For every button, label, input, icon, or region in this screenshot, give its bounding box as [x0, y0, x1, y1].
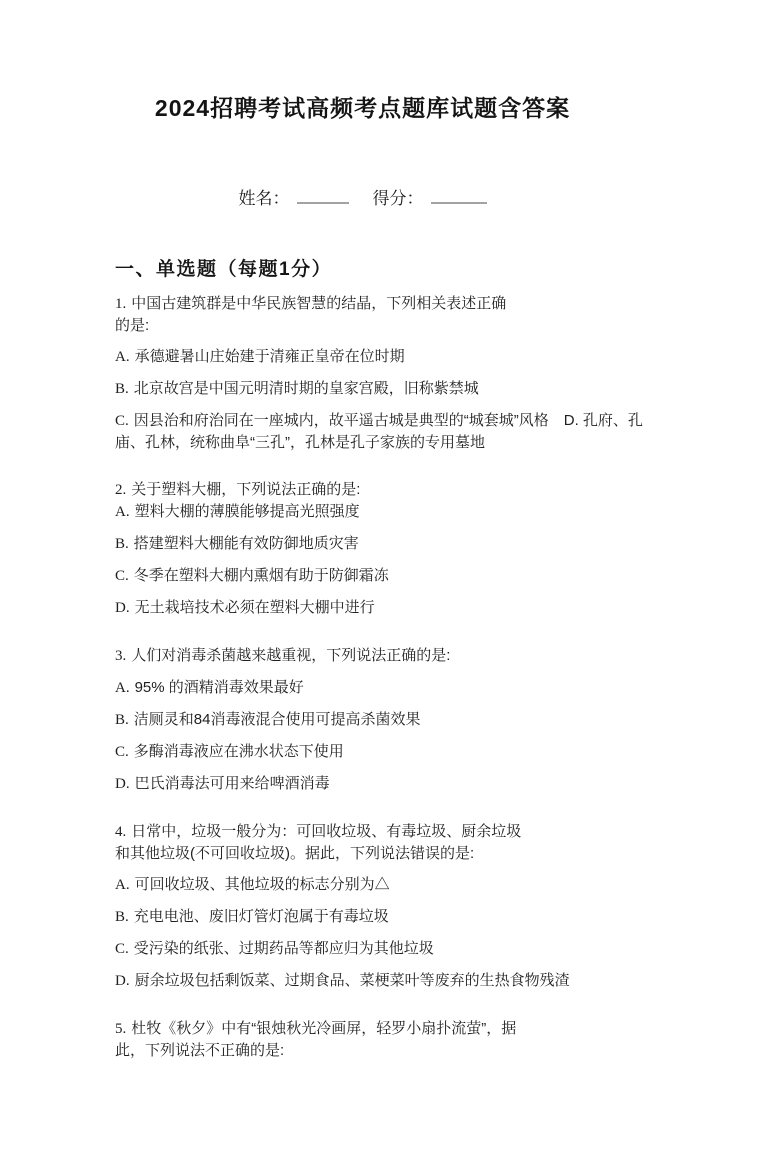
answer-option-b [115, 709, 648, 731]
option-label: B. [115, 712, 129, 728]
text-line: 洁厕灵和84消毒液混合使用可提高杀菌效果 [133, 711, 421, 728]
name-score-row [115, 188, 610, 210]
answer-option-b [115, 533, 648, 555]
question-stem-text [115, 1020, 516, 1059]
option-label: C. [115, 744, 129, 760]
option-label: B. [115, 381, 129, 397]
option-label: C. [115, 413, 129, 429]
text-line: 的是: [115, 317, 150, 334]
name-blank-line [297, 189, 349, 204]
score-blank-line [431, 189, 487, 204]
option-text [134, 743, 344, 760]
option-text [134, 380, 479, 397]
text-line: 塑料大棚的薄膜能够提高光照强度 [134, 503, 360, 520]
option-label: C. [115, 568, 129, 584]
question-stem [115, 1018, 648, 1061]
question-number: 2. [115, 482, 127, 498]
option-text [115, 412, 643, 451]
question-stem [115, 645, 648, 667]
option-text [135, 679, 304, 696]
text-line: 中国古建筑群是中华民族智慧的结晶，下列相关表述正确 [131, 295, 507, 312]
text-line: 巴氏消毒法可用来给啤酒消毒 [134, 775, 330, 792]
question-3 [115, 645, 648, 795]
answer-option-d [115, 970, 648, 992]
text-line: 搭建塑料大棚能有效防御地质灾害 [133, 535, 359, 552]
question-4 [115, 821, 648, 992]
option-text [135, 599, 375, 616]
option-text [134, 567, 389, 584]
answer-option-a [115, 677, 648, 699]
text-line: 冬季在塑料大棚内熏烟有助于防御霜冻 [133, 567, 389, 584]
option-label: A. [115, 877, 130, 893]
text-line: 厨余垃圾包括剩饭菜、过期食品、菜梗菜叶等废弃的生热食物残渣 [134, 972, 570, 989]
answer-option-b [115, 378, 648, 400]
document-title: 2024招聘考试高频考点题库试题含答案 [154, 95, 571, 121]
text-line: 关于塑料大棚，下列说法正确的是: [131, 481, 361, 498]
option-label: D. [115, 600, 130, 616]
option-label: A. [115, 504, 130, 520]
answer-option-c [115, 410, 648, 453]
answer-option-c [115, 741, 648, 763]
text-line: 北京故宫是中国元明清时期的皇家宫殿，旧称紫禁城 [133, 380, 479, 397]
option-text [134, 711, 421, 728]
question-stem-text [115, 295, 506, 334]
option-label: D. [115, 973, 130, 989]
option-text [134, 535, 359, 552]
question-5 [115, 1018, 648, 1061]
questions-list [115, 293, 648, 1061]
option-text [135, 348, 405, 365]
question-stem [115, 821, 648, 864]
text-line: 无土栽培技术必须在塑料大棚中进行 [134, 599, 375, 616]
option-label: C. [115, 941, 129, 957]
text-line: 庙、孔林，统称曲阜“三孔”，孔林是孔子家族的专用墓地 [115, 434, 485, 451]
question-stem-text [131, 647, 450, 664]
score-label: 得分： [372, 189, 424, 208]
text-line: 人们对消毒杀菌越来越重视，下列说法正确的是: [131, 647, 451, 664]
answer-option-c [115, 938, 648, 960]
question-2 [115, 479, 648, 619]
question-number: 1. [115, 296, 127, 312]
answer-option-b [115, 906, 648, 928]
section-heading: 一、单选题（每题1分） [115, 259, 333, 280]
text-line: 可回收垃圾、其他垃圾的标志分别为△ [134, 876, 390, 893]
option-label: B. [115, 909, 129, 925]
text-line: 承德避暑山庄始建于清雍正皇帝在位时期 [134, 348, 405, 365]
answer-option-a [115, 874, 648, 896]
text-line: 充电电池、废旧灯管灯泡属于有毒垃圾 [133, 908, 389, 925]
text-line: 95% 的酒精消毒效果最好 [134, 679, 304, 696]
question-stem [115, 293, 648, 336]
question-number: 3. [115, 648, 127, 664]
text-line: 和其他垃圾(不可回收垃圾)。据此，下列说法错误的是: [115, 845, 475, 862]
question-1 [115, 293, 648, 453]
answer-option-d [115, 773, 648, 795]
option-label: A. [115, 680, 130, 696]
question-number: 5. [115, 1021, 127, 1037]
option-text [134, 940, 434, 957]
question-number: 4. [115, 824, 127, 840]
option-text [135, 775, 330, 792]
option-label: B. [115, 536, 129, 552]
option-text [135, 876, 390, 893]
answer-option-c [115, 565, 648, 587]
name-label: 姓名： [238, 189, 290, 208]
question-stem [115, 479, 648, 501]
text-line: 日常中，垃圾一般分为：可回收垃圾、有毒垃圾、厨余垃圾 [131, 823, 522, 840]
question-stem-text [131, 481, 360, 498]
option-label: A. [115, 349, 130, 365]
answer-option-a [115, 501, 648, 523]
option-label: D. [115, 776, 130, 792]
text-line: 受污染的纸张、过期药品等都应归为其他垃圾 [133, 940, 434, 957]
text-line: 杜牧《秋夕》中有“银烛秋光冷画屏，轻罗小扇扑流萤”，据 [131, 1020, 517, 1037]
text-line: 因县治和府治同在一座城内，故平遥古城是典型的“城套城”风格 D. 孔府、孔 [133, 412, 643, 429]
option-text [134, 908, 389, 925]
text-line: 此，下列说法不正确的是: [115, 1042, 285, 1059]
answer-option-d [115, 597, 648, 619]
question-stem-text [115, 823, 521, 862]
exam-page [0, 92, 648, 1061]
option-text [135, 503, 360, 520]
answer-option-a [115, 346, 648, 368]
option-text [135, 972, 570, 989]
text-line: 多酶消毒液应在沸水状态下使用 [133, 743, 344, 760]
